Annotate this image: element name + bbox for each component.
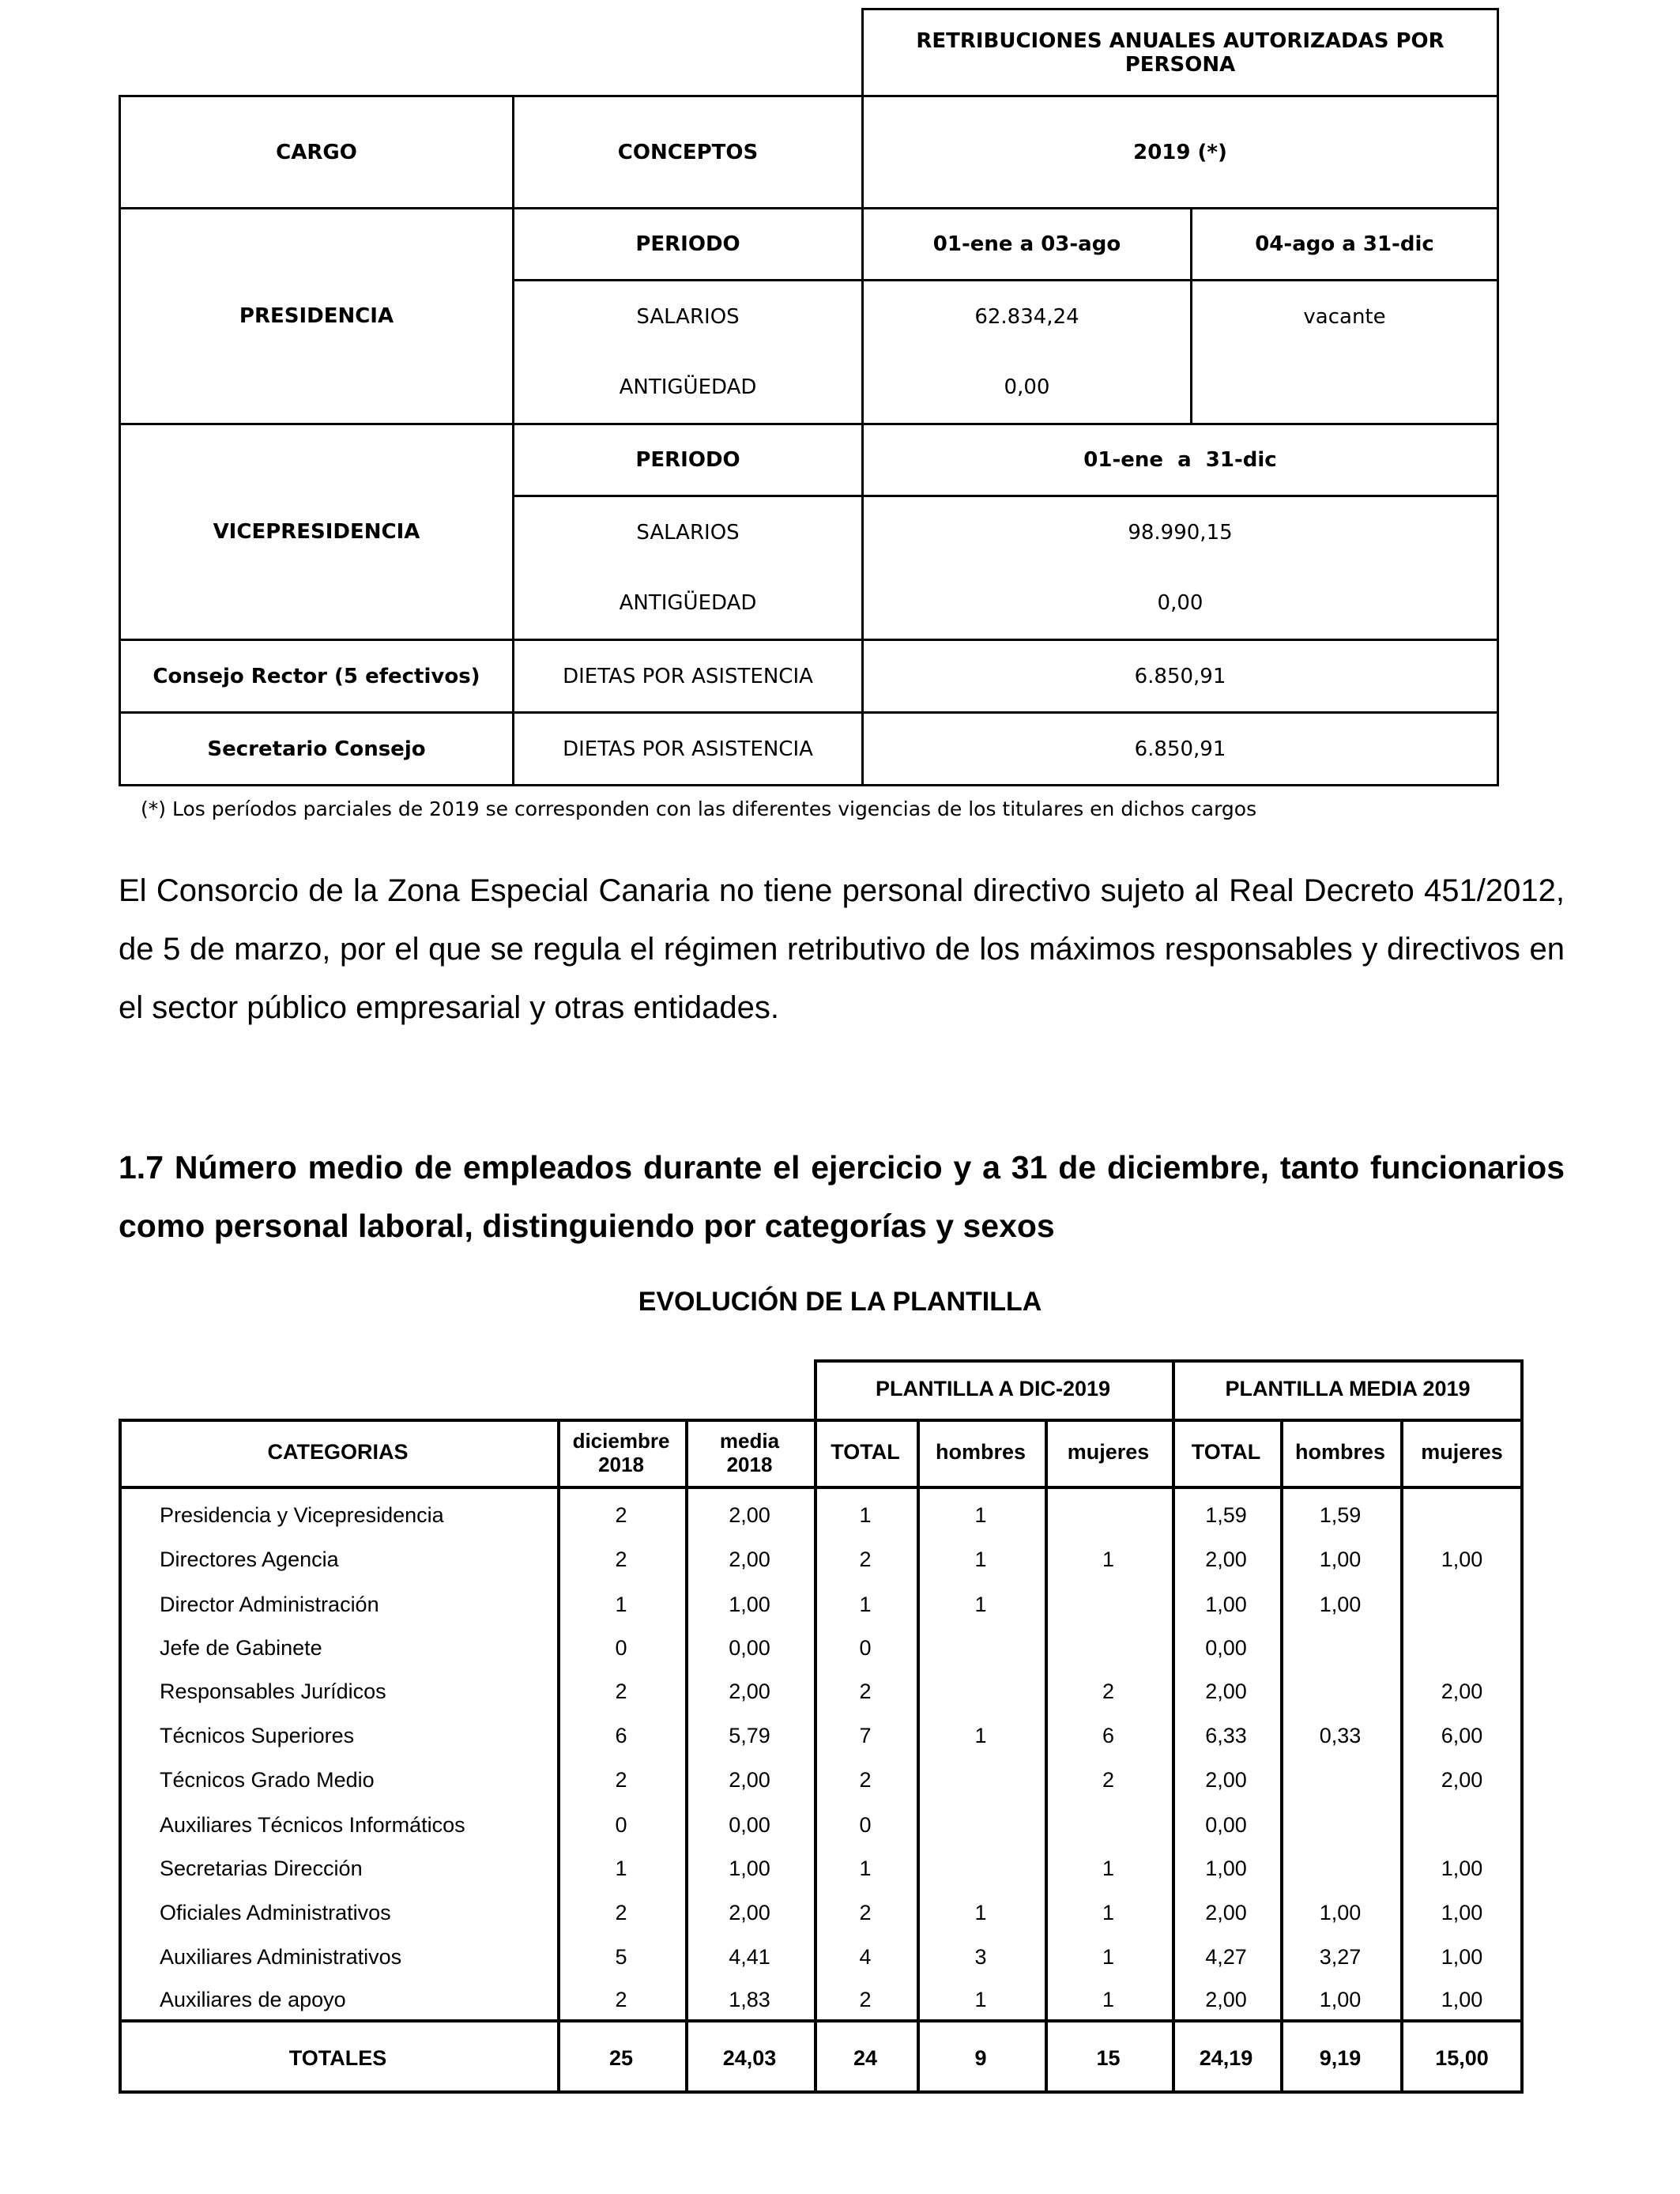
table-cell [1280,1670,1400,1713]
header-mujeres-dic: mujeres [1067,1440,1150,1464]
table-cell [917,1670,1045,1713]
table-cell: 5 [615,1944,627,1969]
table-cell: 0,00 [1205,1812,1247,1837]
table-cell: 1,00 [1319,1592,1362,1616]
table-cell: 2 [859,1900,872,1924]
retribuciones-table [119,8,1499,786]
table-rule [1172,1419,1175,2094]
table-cell: 2 [859,1679,872,1703]
table-rule [557,1419,560,2094]
table-cell [1280,1627,1400,1669]
table-cell: 2,00 [1441,1679,1483,1703]
totals-cell: 15 [1096,2045,1121,2070]
table-cell: 1 [974,1723,987,1747]
table-cell: 0,33 [1319,1723,1362,1747]
category-label: Secretarias Dirección [160,1856,363,1880]
table-cell: 4 [859,1944,872,1969]
table-cell: 2,00 [729,1767,770,1792]
table-cell: 2,00 [1205,1767,1247,1792]
totals-cell: 24,19 [1199,2045,1253,2070]
table-cell: 1 [974,1592,987,1616]
table-rule [119,1486,1524,1489]
totals-cell: 15,00 [1435,2045,1489,2070]
table-cell: 1,00 [729,1592,770,1616]
vicepresidencia-antiguedad: 0,00 [863,568,1498,640]
category-label: Director Administración [160,1592,379,1616]
year-header: 2019 (*) [863,96,1498,209]
table-rule [119,1419,122,2094]
table-cell: 1 [974,1900,987,1924]
table-rule [1172,1359,1175,1419]
vicepresidencia-periodo-label: PERIODO [514,424,863,496]
totals-cell: 25 [608,2045,634,2070]
presidencia-salarios-label: SALARIOS [514,281,863,352]
vicepresidencia-antiguedad-label: ANTIGÜEDAD [514,568,863,640]
table-cell: 1 [1102,1856,1115,1880]
group-header-dic-2019: PLANTILLA A DIC-2019 [875,1377,1111,1400]
presidencia-period1: 01-ene a 03-ago [863,209,1192,281]
table-cell: 3 [974,1944,987,1969]
table-cell: 1 [859,1856,872,1880]
table-cell: 1,00 [729,1856,770,1880]
table-cell: 1 [1102,1547,1115,1571]
consejo-label: Consejo Rector (5 efectivos) [120,640,514,713]
table-cell: 0,00 [729,1812,770,1837]
table-cell: 2,00 [1441,1767,1483,1792]
vicepresidencia-salarios: 98.990,15 [863,496,1498,568]
table-cell: 5,79 [729,1723,770,1747]
secretario-value: 6.850,91 [863,713,1498,786]
table-cell: 2,00 [1205,1900,1247,1924]
table-cell: 1 [859,1502,872,1527]
table-cell: 1,00 [1441,1987,1483,2011]
table-cell [1400,1804,1524,1846]
table-rule [1280,1419,1283,2094]
paragraph: El Consorcio de la Zona Especial Canaria no tiene personal directivo sujeto al Real Decreto 451/2012, de 5 de marzo, por el que se regula el régimen retributivo de los máximos responsables y directivos en el sector público empresarial y otras entidades. [119,873,1565,1025]
table-cell: 1 [615,1592,627,1616]
table-cell: 1 [859,1592,872,1616]
table-cell: 1 [974,1502,987,1527]
category-label: Oficiales Administrativos [160,1900,391,1924]
table-cell: 2 [615,1987,627,2011]
presidencia-period2: 04-ago a 31-dic [1192,209,1498,281]
table-cell: 0 [859,1812,872,1837]
header-hombres-media: hombres [1294,1440,1386,1464]
table-cell [917,1627,1045,1669]
presidencia-salarios-p2: vacante [1192,281,1498,352]
table-cell: 1 [1102,1944,1115,1969]
category-label: Auxiliares Técnicos Informáticos [160,1812,465,1837]
category-label: Directores Agencia [160,1547,339,1571]
table-rule [119,1419,1524,1422]
table-cell: 2,00 [1205,1987,1247,2011]
totals-cell: 9 [974,2045,987,2070]
table-cell [1400,1627,1524,1669]
table-cell: 1,00 [1441,1856,1483,1880]
header-diciembre-2018: diciembre 2018 [572,1428,670,1476]
table-cell: 1,83 [729,1987,770,2011]
table-cell: 2,00 [1205,1547,1247,1571]
secretario-label: Secretario Consejo [120,713,514,786]
consejo-value: 6.850,91 [863,640,1498,713]
table-rule [814,1419,817,2094]
table-cell: 0,00 [1205,1635,1247,1660]
table-title: EVOLUCIÓN DE LA PLANTILLA [638,1287,1042,1317]
totals-cell: 24,03 [722,2045,777,2070]
table-rule [119,2090,1524,2094]
conceptos-header: CONCEPTOS [514,96,863,209]
table-cell: 2,00 [729,1502,770,1527]
table-rule [917,1419,920,2094]
table-cell: 1 [1102,1900,1115,1924]
table-cell [917,1847,1045,1890]
table-rule [1520,1359,1524,1419]
table-cell: 2 [859,1547,872,1571]
cargo-header: CARGO [120,96,514,209]
table-cell [1045,1494,1172,1536]
header-mujeres-media: mujeres [1421,1440,1503,1464]
footnote: (*) Los períodos parciales de 2019 se corresponden con las diferentes vigencias de los titulares en dichos cargos [141,797,1257,820]
header-categorias: CATEGORIAS [267,1440,409,1464]
category-label: Responsables Jurídicos [160,1679,386,1703]
category-label: Auxiliares Administrativos [160,1944,402,1969]
section-heading: 1.7 Número medio de empleados durante el ejercicio y a 31 de diciembre, tanto funcionarios como personal laboral, distinguiendo por categorías y sexos [119,1149,1565,1244]
presidencia-antiguedad-p1: 0,00 [863,352,1192,424]
table-cell: 1,59 [1205,1502,1247,1527]
vicepresidencia-label: VICEPRESIDENCIA [120,424,514,640]
table-cell: 1,59 [1319,1502,1362,1527]
table-cell: 1,00 [1441,1547,1483,1571]
table-rule [814,1359,1524,1363]
group-header-media-2019: PLANTILLA MEDIA 2019 [1225,1377,1471,1400]
presidencia-antiguedad-label: ANTIGÜEDAD [514,352,863,424]
table-rule [1045,1419,1048,2094]
table-cell [1045,1627,1172,1669]
table-cell: 2 [1102,1679,1115,1703]
table-rule [1520,1419,1524,2094]
table-rule [1400,1419,1403,2094]
table-cell: 2 [859,1987,872,2011]
consejo-concepto: DIETAS POR ASISTENCIA [514,640,863,713]
totals-cell: 9,19 [1319,2045,1362,2070]
table-cell: 2 [615,1900,627,1924]
table-rule [814,1359,817,1419]
table-cell [917,1759,1045,1801]
header-total-dic: TOTAL [831,1440,900,1464]
table-cell [1045,1804,1172,1846]
table-cell: 0 [859,1635,872,1660]
table-cell: 2,00 [729,1547,770,1571]
presidencia-salarios-p1: 62.834,24 [863,281,1192,352]
category-label: Técnicos Grado Medio [160,1767,375,1792]
table-cell [1400,1583,1524,1626]
table-rule [685,1419,688,2094]
header-total-media: TOTAL [1191,1440,1261,1464]
table-cell: 1 [974,1547,987,1571]
table-cell [1280,1759,1400,1801]
table-cell: 2,00 [729,1679,770,1703]
table-cell: 1,00 [1441,1900,1483,1924]
vicepresidencia-salarios-label: SALARIOS [514,496,863,568]
table-cell: 2 [1102,1767,1115,1792]
table-cell: 1,00 [1319,1900,1362,1924]
table-cell: 2 [615,1502,627,1527]
table-cell: 7 [859,1723,872,1747]
retribuciones-header: RETRIBUCIONES ANUALES AUTORIZADAS POR PERSONA [863,9,1498,96]
table-cell: 1,00 [1319,1547,1362,1571]
table-cell: 4,41 [729,1944,770,1969]
totals-label: TOTALES [288,2045,387,2070]
table-cell: 2,00 [729,1900,770,1924]
category-label: Técnicos Superiores [160,1723,355,1747]
table-cell: 6 [615,1723,627,1747]
table-cell: 1,00 [1205,1592,1247,1616]
table-cell: 1,00 [1441,1944,1483,1969]
table-cell: 1 [974,1987,987,2011]
category-label: Presidencia y Vicepresidencia [160,1502,444,1527]
header-hombres-dic: hombres [935,1440,1026,1464]
table-cell: 1 [1102,1987,1115,2011]
table-cell: 3,27 [1319,1944,1362,1969]
table-cell: 0 [615,1812,627,1837]
table-cell [1280,1847,1400,1890]
table-cell [917,1804,1045,1846]
totals-cell: 24 [853,2045,878,2070]
table-cell: 2 [615,1679,627,1703]
table-cell: 1 [615,1856,627,1880]
table-cell: 2 [615,1547,627,1571]
table-cell: 1,00 [1319,1987,1362,2011]
table-rule [119,2019,1524,2022]
table-cell [1400,1494,1524,1536]
presidencia-periodo-label: PERIODO [514,209,863,281]
table-cell: 1,00 [1205,1856,1247,1880]
table-cell [1045,1583,1172,1626]
table-cell [1280,1804,1400,1846]
presidencia-label: PRESIDENCIA [120,209,514,424]
table-cell: 0,00 [729,1635,770,1660]
header-media-2018: media 2018 [719,1428,780,1476]
table-cell: 6,00 [1441,1723,1483,1747]
table-cell: 2,00 [1205,1679,1247,1703]
table-cell: 2 [615,1767,627,1792]
secretario-concepto: DIETAS POR ASISTENCIA [514,713,863,786]
table-cell: 6 [1102,1723,1115,1747]
category-label: Auxiliares de apoyo [160,1987,346,2011]
vicepresidencia-period: 01-ene a 31-dic [863,424,1498,496]
table-cell: 0 [615,1635,627,1660]
table-cell: 6,33 [1205,1723,1247,1747]
table-cell: 2 [859,1767,872,1792]
table-cell: 4,27 [1205,1944,1247,1969]
category-label: Jefe de Gabinete [160,1635,322,1660]
